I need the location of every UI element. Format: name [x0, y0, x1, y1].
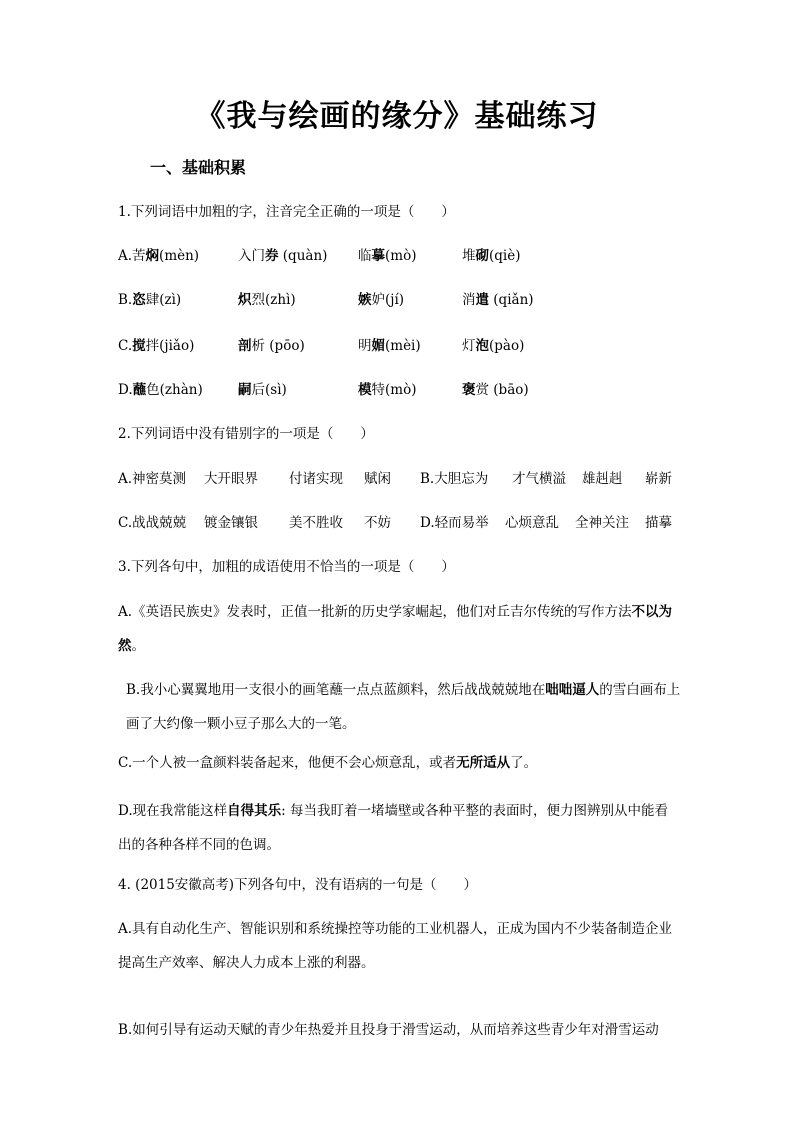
q3-option-c: C.一个人被一盒颜料装备起来，他便不会心烦意乱，或者无所适从了。 [118, 755, 538, 771]
q2-row1-term2: 大开眼界 [204, 471, 258, 487]
q1-option-a-word4: 堆砌(qiè) [462, 248, 521, 264]
q2-row1-term4: 赋闲 [364, 471, 391, 487]
q2-row1-term8: 崭新 [645, 471, 672, 487]
q2-row2-term2: 镀金镶银 [204, 515, 258, 531]
question-4-stem: 4. (2015安徽高考)下列各句中，没有语病的一句是（ ） [118, 877, 478, 893]
q3-option-b: B.我小心翼翼地用一支很小的画笔蘸一点点蓝颜料，然后战战兢兢地在咄咄逼人的雪白画布上画了大约像一颗小豆子那么大的一笔。 [126, 682, 681, 732]
q1-option-b-word3: 嫉妒(jí) [358, 292, 405, 308]
question-3-stem: 3.下列各句中，加粗的成语使用不恰当的一项是（ ） [118, 559, 455, 575]
q1-option-d-word1: D.蘸色(zhàn) [118, 382, 203, 398]
q2-row2-term3: 美不胜收 [289, 515, 343, 531]
q2-row1-term3: 付诸实现 [289, 471, 343, 487]
q2-row2-term1: C.战战兢兢 [118, 515, 187, 531]
q1-option-c-word2: 剖析 (pōo) [238, 338, 305, 354]
q4-option-a: A.具有自动化生产、智能识别和系统操控等功能的工业机器人，正成为国内不少装备制造企业提高生产效率、解决人力成本上涨的利器。 [118, 921, 673, 971]
q1-option-d-word3: 模特(mò) [358, 382, 417, 398]
q2-row2-term6: 心烦意乱 [505, 515, 559, 531]
q3-option-a: A.《英语民族史》发表时，正值一批新的历史学家崛起，他们对丘吉尔传统的写作方法不以为然。 [118, 604, 673, 654]
q4-option-b: B.如何引导有运动天赋的青少年热爱并且投身于滑雪运动，从而培养这些青少年对滑雪运动 [118, 1022, 659, 1038]
q1-option-c-word3: 明媚(mèi) [358, 338, 421, 354]
q2-row2-term4: 不妨 [364, 515, 391, 531]
q1-option-b-word2: 炽烈(zhì) [238, 292, 296, 308]
q1-option-b-word4: 消遣 (qiǎn) [462, 292, 534, 308]
q1-option-c-word4: 灯泡(pào) [462, 338, 525, 354]
question-1-stem: 1.下列词语中加粗的字，注音完全正确的一项是（ ） [118, 204, 455, 220]
section-heading: 一、基础积累 [150, 158, 247, 177]
q1-option-d-word2: 嗣后(sì) [238, 382, 287, 398]
q1-option-d-word4: 褒赏 (bāo) [462, 382, 529, 398]
q1-option-c-word1: C.搅拌(jiǎo) [118, 338, 195, 354]
q1-option-a-word3: 临摹(mò) [358, 248, 417, 264]
q2-row1-term5: B.大胆忘为 [420, 471, 489, 487]
q2-row1-term6: 才气横溢 [512, 471, 566, 487]
question-2-stem: 2.下列词语中没有错别字的一项是（ ） [118, 426, 374, 442]
q3-option-d: D.现在我常能这样自得其乐: 每当我盯着一堵墙壁或各种平整的表面时，便力图辨别从中能看出的各种各样不同的色调。 [118, 803, 668, 853]
q2-row1-term1: A.神密莫测 [118, 471, 187, 487]
q1-option-b-word1: B.恣肆(zì) [118, 292, 182, 308]
page-title: 《我与绘画的缘分》基础练习 [195, 99, 599, 134]
q2-row1-term7: 雄赳赳 [582, 471, 623, 487]
q1-option-a-word2: 入门券 (quàn) [238, 248, 328, 264]
q2-row2-term7: 全神关注 [575, 515, 629, 531]
q2-row2-term5: D.轻而易举 [420, 515, 489, 531]
q2-row2-term8: 描摹 [645, 515, 672, 531]
q1-option-a-word1: A.苦焖(mèn) [118, 248, 200, 264]
